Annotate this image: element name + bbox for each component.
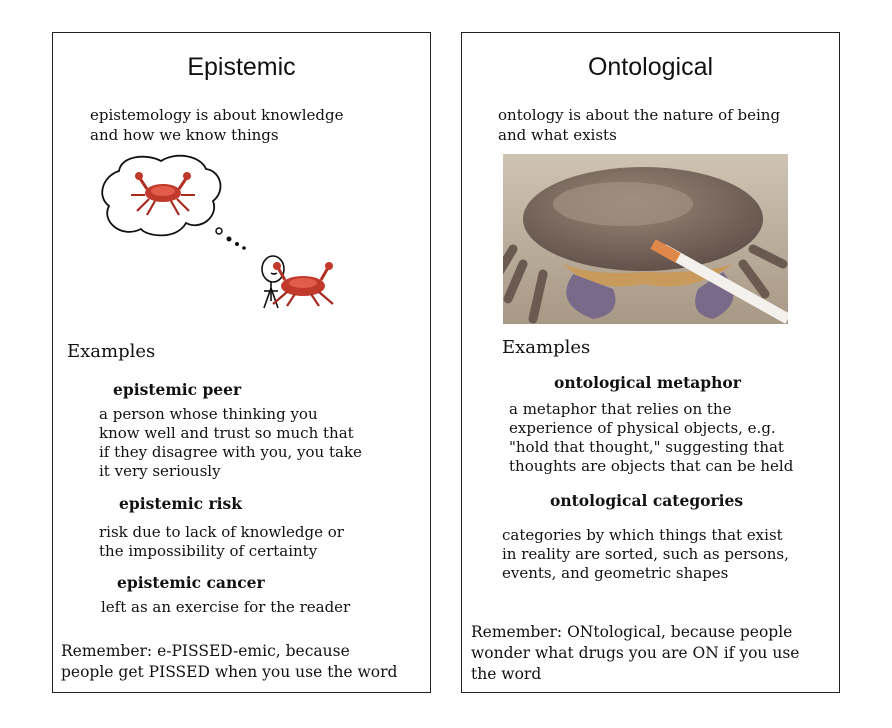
ontological-categories-def-1: categories by which things that exist [502,526,783,544]
epistemic-remember-line-1: Remember: e-PISSED-emic, because [61,642,350,660]
ontological-remember-line-2: wonder what drugs you are ON if you use [471,644,800,662]
ontological-remember-line-1: Remember: ONtological, because people [471,623,793,641]
ontological-intro-line-2: and what exists [498,126,617,144]
epistemic-card [52,32,431,693]
epistemic-risk-def-1: risk due to lack of knowledge or [99,523,344,541]
ontological-intro-line-1: ontology is about the nature of being [498,106,781,124]
epistemic-intro-line-1: epistemology is about knowledge [90,106,344,124]
epistemic-cancer-term: epistemic cancer [117,573,265,592]
epistemic-peer-def-2: know well and trust so much that [99,424,354,442]
ontological-metaphor-def-4: thoughts are objects that can be held [509,457,794,475]
epistemic-intro-line-2: and how we know things [90,126,279,144]
ontological-metaphor-def-1: a metaphor that relies on the [509,400,732,418]
thought-dot [227,237,232,242]
ontological-card [461,32,840,693]
epistemic-risk-term: epistemic risk [119,494,242,513]
crab-smoking-cigarette-photo [503,154,788,324]
epistemic-cancer-def: left as an exercise for the reader [101,598,351,616]
epistemic-peer-term: epistemic peer [113,380,242,399]
ontological-title: Ontological [587,53,714,81]
ontological-remember-line-3: the word [471,665,542,683]
ontological-categories-term: ontological categories [550,491,744,510]
epistemic-title: Epistemic [187,53,296,81]
ontological-metaphor-term: ontological metaphor [554,373,741,392]
epistemic-examples-label: Examples [67,341,156,362]
ontological-categories-def-3: events, and geometric shapes [502,564,729,582]
thought-dot [216,228,222,234]
epistemic-remember-line-2: people get PISSED when you use the word [61,663,398,681]
ontological-metaphor-def-2: experience of physical objects, e.g. [509,419,776,437]
thought-bubble [102,156,246,250]
crab-icon-real [263,258,343,308]
epistemic-risk-def-2: the impossibility of certainty [99,542,318,560]
thought-dot [242,246,246,250]
thought-dot [235,242,239,246]
ontological-metaphor-def-3: "hold that thought," suggesting that [509,438,784,456]
ontological-categories-def-2: in reality are sorted, such as persons, [502,545,789,563]
ontological-examples-label: Examples [502,337,591,358]
epistemic-peer-def-4: it very seriously [99,462,221,480]
epistemic-peer-def-3: if they disagree with you, you take [99,443,362,461]
epistemic-peer-def-1: a person whose thinking you [99,405,318,423]
